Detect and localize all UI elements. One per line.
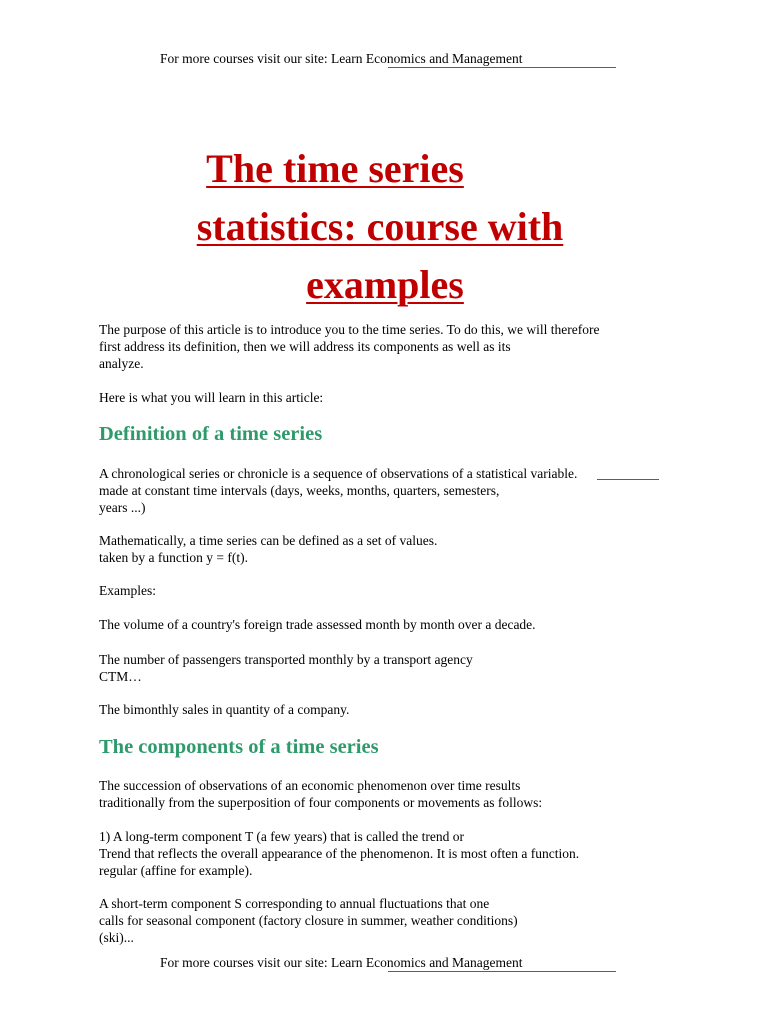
section-heading-components: The components of a time series: [99, 736, 379, 758]
page-title: [150, 140, 620, 314]
variable-link[interactable]: [597, 479, 659, 480]
footer-text: For more courses visit our site: Learn Economics and Management: [160, 955, 523, 970]
trend-paragraph: 1) A long-term component T (a few years) that is called the trend or Trend that reflects the overall appearance of the phenomenon. It is most often a function. regular (affine for example).: [99, 829, 580, 878]
header-text: For more courses visit our site: Learn Economics and Management: [160, 51, 523, 66]
learn-paragraph: Here is what you will learn in this article:: [99, 390, 324, 405]
definition-paragraph: A chronological series or chronicle is a sequence of observations of a statistical variable. made at constant time intervals (days, weeks, months, quarters, semesters, years ...): [99, 466, 578, 515]
example-2: The number of passengers transported monthly by a transport agency CTM…: [99, 652, 473, 684]
example-1: The volume of a country's foreign trade assessed month by month over a decade.: [99, 617, 536, 632]
title-line-1: The time series: [206, 146, 464, 191]
components-paragraph: The succession of observations of an economic phenomenon over time results traditionally from the superposition of four components or movements as follows:: [99, 778, 543, 810]
section-heading-definition: Definition of a time series: [99, 423, 323, 445]
example-3: The bimonthly sales in quantity of a company.: [99, 702, 350, 717]
title-line-2: statistics: course with: [196, 204, 564, 249]
page-footer: [160, 955, 620, 971]
examples-label: Examples:: [99, 583, 156, 598]
header-site-link[interactable]: [388, 51, 616, 68]
title-line-3: examples: [306, 262, 464, 307]
intro-paragraph: The purpose of this article is to introduce you to the time series. To do this, we will therefore first address its definition, then we will address its components as well as its analyze.: [99, 322, 600, 371]
seasonal-paragraph: A short-term component S corresponding to annual fluctuations that one calls for seasonal component (factory closure in summer, weather conditions) (ski)...: [99, 896, 518, 945]
page-header: [160, 51, 620, 67]
footer-site-link[interactable]: [388, 955, 616, 972]
math-paragraph: Mathematically, a time series can be defined as a set of values. taken by a function y = f(t).: [99, 533, 438, 565]
